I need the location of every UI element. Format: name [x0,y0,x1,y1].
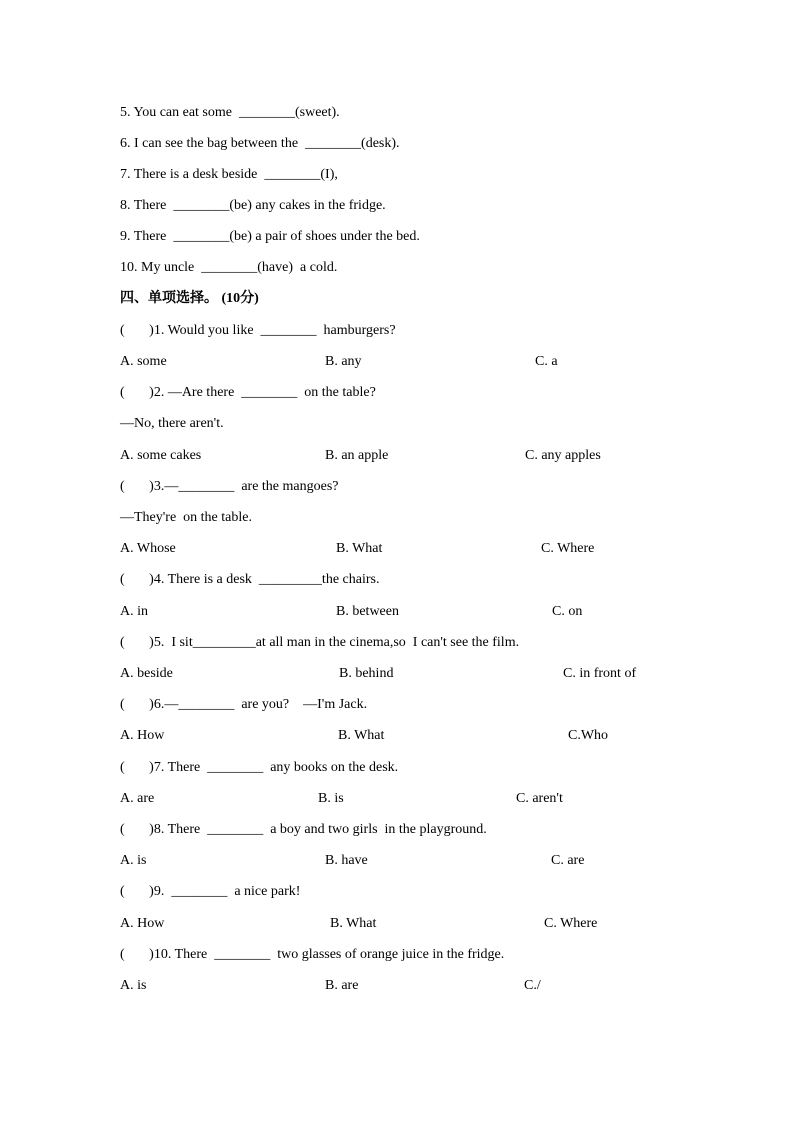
question-6-option-c: C.Who [568,728,609,743]
question-8-option-b: B. have [325,853,368,868]
question-4-option-a: A. in [120,604,148,619]
question-5-option-a: A. beside [120,666,173,681]
question-2-stem: ( )2. —Are there ________ on the table? [120,385,376,400]
question-6-option-b: B. What [338,728,385,743]
question-1-option-a: A. some [120,354,167,369]
question-9-option-c: C. Where [544,916,598,931]
question-6-option-a: A. How [120,728,165,743]
fill-item-5: 5. You can eat some ________(sweet). [120,105,340,120]
fill-item-9: 9. There ________(be) a pair of shoes under the bed. [120,229,420,244]
question-7-option-b: B. is [318,791,344,806]
question-7-option-c: C. aren't [516,791,563,806]
question-9-option-a: A. How [120,916,165,931]
question-2-option-a: A. some cakes [120,448,202,463]
question-6-stem: ( )6.—________ are you? —I'm Jack. [120,697,368,712]
fill-item-7: 7. There is a desk beside ________(I), [120,167,338,182]
question-10-option-c: C./ [524,978,541,993]
question-10-option-b: B. are [325,978,359,993]
question-10-stem: ( )10. There ________ two glasses of orange juice in the fridge. [120,947,505,962]
question-2-option-c: C. any apples [525,448,601,463]
question-8-option-a: A. is [120,853,147,868]
question-3-stem: ( )3.—________ are the mangoes? [120,479,339,494]
question-7-stem: ( )7. There ________ any books on the desk. [120,760,399,775]
question-8-option-c: C. are [551,853,585,868]
question-9-option-b: B. What [330,916,377,931]
question-4-option-c: C. on [552,604,583,619]
question-7-option-a: A. are [120,791,155,806]
question-5-option-b: B. behind [339,666,394,681]
question-9-stem: ( )9. ________ a nice park! [120,884,301,899]
question-5-stem: ( )5. I sit_________at all man in the cinema,so I can't see the film. [120,635,520,650]
question-2-option-b: B. an apple [325,448,389,463]
question-3-option-c: C. Where [541,541,595,556]
question-4-stem: ( )4. There is a desk _________the chairs. [120,572,380,587]
question-3-option-a: A. Whose [120,541,176,556]
question-1-option-c: C. a [535,354,558,369]
fill-item-6: 6. I can see the bag between the ________(desk). [120,136,400,151]
question-1-stem: ( )1. Would you like ________ hamburgers? [120,323,396,338]
question-3-reply: —They're on the table. [120,510,252,525]
question-10-option-a: A. is [120,978,147,993]
fill-item-10: 10. My uncle ________(have) a cold. [120,260,338,275]
question-4-option-b: B. between [336,604,399,619]
section-heading: 四、单项选择。 (10分) [120,291,259,306]
fill-item-8: 8. There ________(be) any cakes in the fridge. [120,198,386,213]
question-5-option-c: C. in front of [563,666,637,681]
question-3-option-b: B. What [336,541,383,556]
question-8-stem: ( )8. There ________ a boy and two girls in the playground. [120,822,487,837]
question-1-option-b: B. any [325,354,362,369]
question-2-reply: —No, there aren't. [120,416,224,431]
